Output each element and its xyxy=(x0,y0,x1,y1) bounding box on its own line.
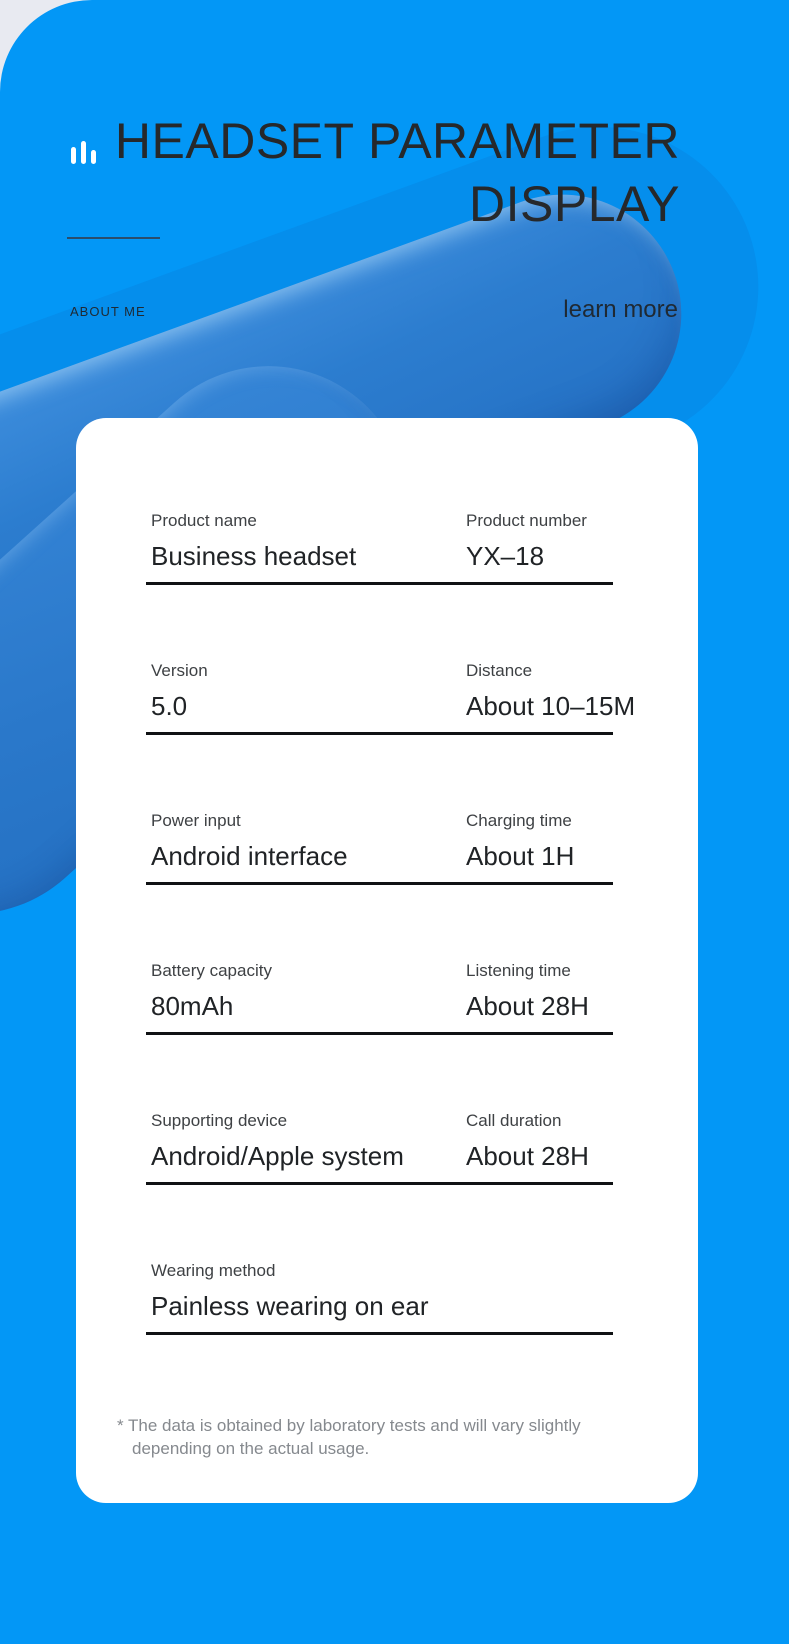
footnote-line2: depending on the actual usage. xyxy=(132,1439,370,1458)
spec-label: Product name xyxy=(151,511,257,530)
row-divider xyxy=(146,732,613,735)
bar-chart-icon-bar xyxy=(91,150,96,164)
spec-card xyxy=(76,418,698,1503)
spec-label: Power input xyxy=(151,811,241,830)
bar-chart-icon xyxy=(71,140,96,164)
spec-value: YX–18 xyxy=(466,541,545,571)
page-title-line1: HEADSET PARAMETER xyxy=(114,113,680,169)
spec-cell-left xyxy=(146,810,461,872)
spec-cell-right xyxy=(461,1260,613,1322)
spec-cell-left xyxy=(146,1260,461,1322)
row-divider xyxy=(146,1332,613,1335)
spec-cell-right xyxy=(461,810,613,872)
spec-row xyxy=(146,810,613,885)
spec-row-grid xyxy=(146,510,613,572)
bar-chart-icon-bar xyxy=(81,141,86,164)
row-divider xyxy=(146,1032,613,1035)
spec-cell-left xyxy=(146,660,461,722)
spec-row xyxy=(146,510,613,585)
spec-row xyxy=(146,960,613,1035)
row-divider xyxy=(146,582,613,585)
spec-label: Product number xyxy=(466,511,587,530)
spec-label: Supporting device xyxy=(151,1111,288,1130)
title-underline xyxy=(67,237,160,239)
spec-value: About 28H xyxy=(466,1141,589,1171)
spec-row xyxy=(146,660,636,735)
spec-cell-right xyxy=(461,960,613,1022)
footnote xyxy=(117,1414,698,1460)
spec-label: Listening time xyxy=(466,961,571,980)
spec-value: Android/Apple system xyxy=(151,1141,404,1171)
row-divider xyxy=(146,1182,613,1185)
spec-row xyxy=(146,1110,613,1185)
spec-row-grid xyxy=(146,960,613,1022)
spec-label: Call duration xyxy=(466,1111,562,1130)
spec-cell-left xyxy=(146,1110,461,1172)
spec-value: 80mAh xyxy=(151,991,234,1021)
spec-row-grid xyxy=(146,1110,613,1172)
bar-chart-icon-bar xyxy=(71,147,76,164)
spec-value: Android interface xyxy=(151,841,348,871)
spec-rows xyxy=(76,418,698,1335)
spec-cell-left xyxy=(146,960,461,1022)
spec-row-grid xyxy=(146,810,613,872)
spec-value: About 10–15M xyxy=(466,691,636,721)
spec-cell-right xyxy=(461,510,613,572)
spec-value: 5.0 xyxy=(151,691,188,721)
footnote-line1: * The data is obtained by laboratory tests and will vary slightly xyxy=(117,1416,581,1435)
page-title xyxy=(115,110,680,236)
spec-label: Distance xyxy=(466,661,533,680)
spec-label: Battery capacity xyxy=(151,961,272,980)
spec-value: Painless wearing on ear xyxy=(151,1291,429,1321)
spec-value: About 1H xyxy=(466,841,575,871)
row-divider xyxy=(146,882,613,885)
spec-row-grid xyxy=(146,1260,613,1322)
spec-value: Business headset xyxy=(151,541,357,571)
spec-label: Wearing method xyxy=(151,1261,276,1280)
learn-more-link[interactable]: learn more xyxy=(563,296,678,323)
page-title-line2: DISPLAY xyxy=(469,176,680,232)
spec-row xyxy=(146,1260,613,1335)
spec-cell-left xyxy=(146,510,461,572)
spec-row-grid xyxy=(146,660,636,722)
about-me-label: ABOUT ME xyxy=(70,304,146,319)
spec-label: Version xyxy=(151,661,208,680)
spec-value: About 28H xyxy=(466,991,589,1021)
spec-cell-right xyxy=(461,1110,613,1172)
spec-label: Charging time xyxy=(466,811,572,830)
spec-cell-right xyxy=(461,660,635,722)
